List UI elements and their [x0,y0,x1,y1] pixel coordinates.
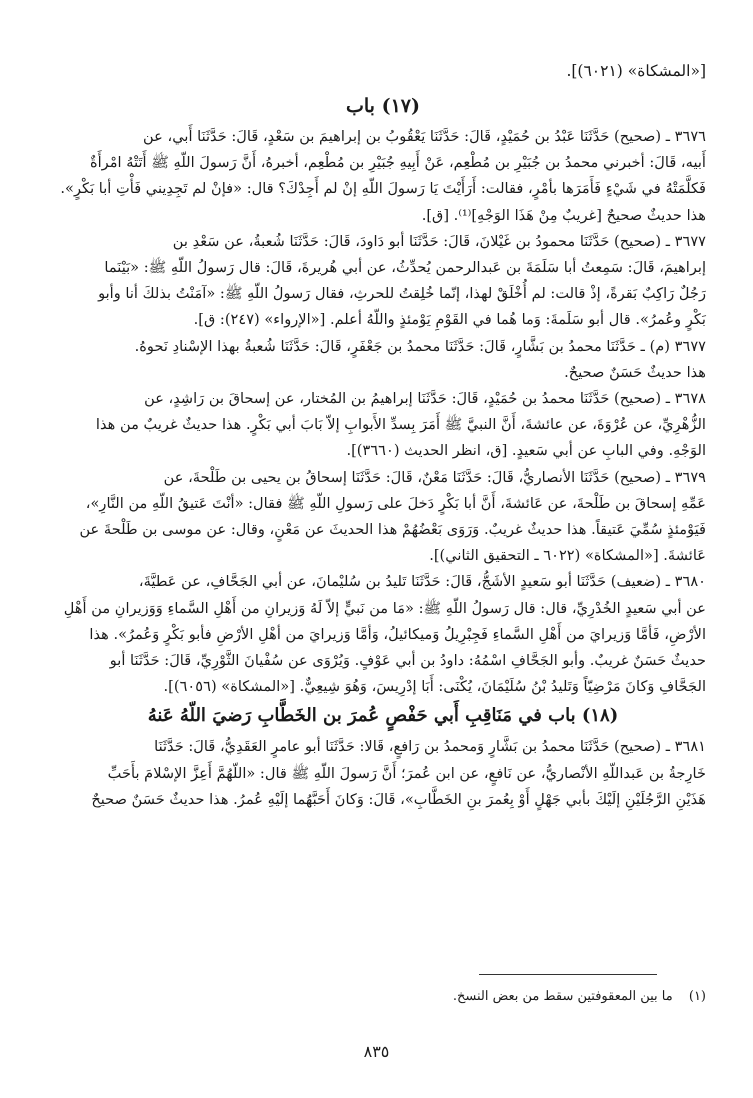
footnote [66,987,706,1007]
page-number: ٨٣٥ [363,1042,390,1061]
hadith-line: هَذَيْنِ الرَّجُلَيْنِ إلَيْكَ بأبي جَهْلٍ أَوْ بِعُمرَ بنِ الخَطَّابِ»، قَالَ: وَكانَ أَحَبَّهُما إلَيْهِ عُمرُ. هذا حديثٌ حَسَنٌ صحيحٌ [91,790,706,808]
hadith-line: إبراهيمَ، قَالَ: سَمِعتُ أبا سَلَمَةَ بن عَبدالرحمن يُحدِّثُ، عن أبي هُريرةَ، قَالَ: قال رَسولُ اللّهِ ﷺ: «بَيْنَما [104,259,706,277]
hadith-line: ٣٦٨١ ـ (صحيح) حَدَّثَنَا محمدُ بن بَشَّارٍ وَمحمدُ بن رَافعٍ، قَالا: حَدَّثَنَا أبو عامرٍ العَقَدِيُّ، قَالَ: حَدَّثَنَا [154,738,706,756]
hadith-line: هذا حديثٌ حَسَنٌ صحيحٌ. [564,363,706,381]
hadith-line: بَكْرٍ وعُمرُ». قال أبو سَلَمةَ: وَما هُما في القَوْمِ يَوْمئذٍ واللّهُ أعلم. [«الإرواء» (٢٤٧): ق]. [193,311,706,329]
hadith-3681 [60,734,706,813]
hadith-line: حديثٌ حَسَنٌ غريبٌ. وأبو الجَحَّافِ اسْمُهُ: داودُ بن أبي عَوْفٍ. وَيُرْوَى عن سُفْيانَ الثَّوْرِيِّ، قَالَ: حَدَّثَنَا أبو [109,652,706,670]
footnote-divider [479,974,657,975]
hadith-line: الأرْضِ، فَأمَّا وَزيرايَ من أَهْلِ السَّماءِ فَجِبْرِيلُ وَميكائيلُ، وَأمَّا وَزيرايَ من أهْلِ الأرْضِ فأبو بَكْرٍ وَعُمرُ». هذا [89,625,706,643]
hadith-line: رَجُلٌ رَاكِبٌ بَقرةً، إذْ قالت: لم أُخْلَقْ لهذا، إنّما خُلِقتُ للحرثِ، فقال رَسولُ اللّهِ ﷺ: «آمَنْتُ بذلكَ أنا وأبو [98,285,706,303]
hadith-line: فَيَوْمئذٍ سُمِّيَ عَتيقاً. هذا حديثٌ غريبٌ. وَرَوَى بَعْضُهُمْ هذا الحديثَ عن مَعْنٍ، وقال: عن موسى بن طَلْحةَ عن [79,521,706,539]
hadith-entry [60,569,706,700]
chapter-heading-18: (١٨) باب في مَنَاقِبِ أَبي حَفْصٍ عُمرَ بن الخَطَّابِ رَضيَ اللّهُ عَنهُ [147,705,619,727]
hadith-line: عن أبي سَعيدٍ الخُدْرِيِّ، قال: قال رَسولُ اللّهِ ﷺ: «مَا من نَبيٍّ إلاّ لَهُ وَزيرانِ من أَهْلِ السَّماءِ وَوَزيرانِ من أَهْلِ [63,599,706,617]
hadith-entry [60,334,706,386]
hadith-line: ٣٦٧٧ (م) ـ حَدَّثَنَا محمدُ بن بَشَّارٍ، قَالَ: حَدَّثَنَا محمدُ بن جَعْفَرٍ، قَالَ: حَدَّثَنَا شُعبةُ بهذا الإسْنادِ نَحوهُ. [134,337,706,355]
hadith-entry [60,229,706,334]
hadith-line: عَمِّهِ إسحاقَ بن طَلْحةَ، عن عَائشةَ، أَنَّ أبا بَكْرٍ دَخلَ على رَسولِ اللّهِ ﷺ فقال: «أنْتَ عَتيقُ اللّهِ من النَّارِ»، [85,494,706,512]
hadith-line: هذا حديثٌ صحيحٌ [غريبٌ مِنْ هَذَا الوَجْهِ]⁽¹⁾. [ق]. [421,206,706,224]
hadith-line: ٣٦٧٧ ـ (صحيح) حَدَّثَنَا محمودُ بن غَيْلانَ، قَالَ: حَدَّثَنَا أبو دَاودَ، قَالَ: حَدَّثَنَا شُعبةُ، عن سَعْدِ بن [172,232,706,250]
hadith-line: خَارِجةُ بن عَبداللّهِ الأنْصاريُّ، عن نَافعٍ، عن ابن عُمرَ؛ أَنَّ رَسولَ اللّهِ ﷺ قال: «اللّهُمَّ أَعِزَّ الإسْلامَ بأَحَبِّ [107,764,706,782]
hadith-line: ٣٦٧٨ ـ (صحيح) حَدَّثَنَا محمدُ بن حُمَيْدٍ، قَالَ: حَدَّثَنَا إبراهيمُ بن المُختار، عن إسحاقَ بن رَاشِدٍ، عن [144,390,706,408]
hadith-line: ٣٦٨٠ ـ (ضعيف) حَدَّثَنَا أبو سَعيدٍ الأشَجُّ، قَالَ: حَدَّثَنَا تَليدُ بن سُليْمانَ، عن أبي الجَحَّافِ، عن عَطيَّةَ، [138,573,706,591]
footnote-number: (١) [688,989,706,1004]
hadith-line: عَائشةَ. [«المشكاة» (٦٠٢٢ ـ التحقيق الثاني)]. [429,547,706,565]
hadith-line: فَكلَّمَتْهُ في شَيْءٍ فَأَمَرَها بأمْرٍ، فقالت: أَرَأَيْتَ يَا رَسولَ اللّهِ إنْ لم أَجِدْكَ؟ قال: «فإنْ لم تَجِدِيني فَأْتِ أبا بَكْرٍ». [60,180,706,198]
page-body [60,58,706,813]
top-reference: [«المشكاة» (٦٠٢١)]. [566,62,706,80]
hadith-list [60,124,706,700]
hadith-entry [60,386,706,465]
footnote-text: ما بين المعقوفتين سقط من بعض النسخ. [452,989,673,1004]
hadith-line: الجَحَّافِ وَكانَ مَرْضِيّاً وَتَليدُ بْنُ سُلَيْمَانَ، يُكْنَى: أَبَا إدْرِيسَ، وَهُوَ شِيعِيٌّ. [«المشكاة» (٦٠٥٦)]. [163,678,706,696]
hadith-entry [60,465,706,570]
hadith-entry [60,124,706,229]
chapter-heading-17: (١٧) باب [346,95,420,117]
hadith-line: ٣٦٧٩ ـ (صحيح) حَدَّثَنَا الأنصاريُّ، قَالَ: حَدَّثَنَا مَعْنٌ، قَالَ: حَدَّثَنَا إسحاقُ بن يحيى بن طَلْحةَ، عن [163,468,706,486]
hadith-line: الوَجْهِ. وفي البابِ عن أبي سَعيدٍ. [ق، انظر الحديث (٣٦٦٠)]. [346,442,706,460]
hadith-line: الزُّهْرِيِّ، عن عُرْوَةَ، عن عائشةَ، أَنَّ النبيَّ ﷺ أَمَرَ بِسدِّ الأَبوابِ إلاّ بَابَ أبي بَكْرٍ. هذا حديثٌ غريبٌ من هذا [95,416,706,434]
hadith-line: ٣٦٧٦ ـ (صحيح) حَدَّثَنَا عَبْدُ بن حُمَيْدٍ، قَالَ: حَدَّثَنَا يَعْقُوبُ بن إبراهيمَ بن سَعْدٍ، قَالَ: حَدَّثَنَا أَبي، عن [143,128,706,145]
hadith-line: أَبيه، قَالَ: أخبرني محمدُ بن جُبَيْرِ بن مُطْعِم، عَنْ أَبِيهِ جُبَيْرِ بن مُطْعِم، أخبرهُ، أَنَّ رَسولَ اللّهِ ﷺ أَتَتْهُ امْرأَةٌ [89,154,706,172]
